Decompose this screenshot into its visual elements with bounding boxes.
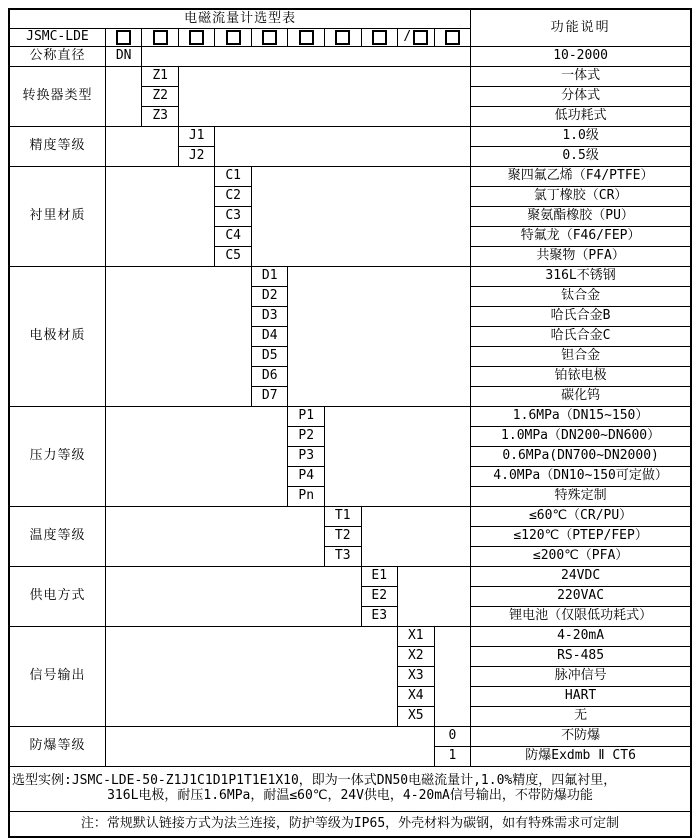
selection-example-line2: 316L电极，耐压1.6MPa，耐温≤60℃，24V供电，4-20mA信号输出，不带防爆功能 [107, 788, 593, 803]
code-cell: E2 [361, 587, 398, 607]
code-cell: T1 [324, 507, 361, 527]
desc-cell: 脉冲信号 [471, 667, 691, 687]
desc-cell: 4.0MPa（DN10~150可定做） [471, 467, 691, 487]
model-digit-cell [434, 29, 471, 47]
table-row [9, 127, 691, 147]
code-cell: E1 [361, 567, 398, 587]
desc-cell: 钛合金 [471, 287, 691, 307]
desc-cell: ≤60℃（CR/PU） [471, 507, 691, 527]
desc-cell: 分体式 [471, 87, 691, 107]
checkbox-icon [299, 30, 314, 45]
slash-separator: / [403, 28, 412, 44]
blank-cell [105, 127, 178, 167]
blank-cell [324, 407, 470, 507]
desc-cell: 1.0级 [471, 127, 691, 147]
code-cell: P4 [288, 467, 325, 487]
code-cell: C4 [215, 227, 252, 247]
table-row [9, 627, 691, 647]
desc-cell: 无 [471, 707, 691, 727]
code-cell: X1 [398, 627, 435, 647]
desc-cell: 一体式 [471, 67, 691, 87]
desc-cell: 氯丁橡胶（CR） [471, 187, 691, 207]
code-cell: Z1 [142, 67, 179, 87]
desc-cell: HART [471, 687, 691, 707]
group-label-nominal-diameter: 公称直径 [9, 47, 105, 67]
code-cell: X3 [398, 667, 435, 687]
model-digit-cell [361, 29, 398, 47]
blank-cell [105, 507, 324, 567]
checkbox-icon [335, 30, 350, 45]
code-cell: 1 [434, 747, 471, 767]
selection-example-line1: 选型实例:JSMC-LDE-50-Z1J1C1D1P1T1E1X10，即为一体式DN50电磁流量计,1.0%精度，四氟衬里， [12, 773, 617, 789]
checkbox-icon [445, 30, 460, 45]
desc-cell: 哈氏合金C [471, 327, 691, 347]
table-row [9, 67, 691, 87]
code-cell: P1 [288, 407, 325, 427]
checkbox-icon [262, 30, 277, 45]
desc-cell: 防爆Exdmb Ⅱ CT6 [471, 747, 691, 767]
blank-cell [178, 67, 470, 127]
checkbox-icon [189, 30, 204, 45]
blank-cell [105, 627, 397, 727]
desc-cell: 4-20mA [471, 627, 691, 647]
function-column-header: 功能说明 [471, 9, 691, 47]
model-digit-cell [178, 29, 215, 47]
blank-cell [105, 267, 251, 407]
group-label-converter-type: 转换器类型 [9, 67, 105, 127]
table-row [9, 167, 691, 187]
desc-cell: 聚四氟乙烯（F4/PTFE） [471, 167, 691, 187]
desc-cell: 0.6MPa(DN700~DN2000) [471, 447, 691, 467]
desc-cell: 特氟龙（F46/FEP） [471, 227, 691, 247]
code-cell: E3 [361, 607, 398, 627]
table-row [9, 567, 691, 587]
code-cell: D1 [251, 267, 288, 287]
footnote: 注：常规默认链接方式为法兰连接，防护等级为IP65，外壳材料为碳钢，如有特殊需求可定制 [9, 812, 691, 838]
table-row [9, 812, 691, 838]
code-cell: DN [105, 47, 142, 67]
blank-cell [434, 627, 471, 727]
code-cell: X5 [398, 707, 435, 727]
desc-cell: ≤120℃（PTEP/FEP） [471, 527, 691, 547]
blank-cell [361, 507, 471, 567]
code-cell: D7 [251, 387, 288, 407]
desc-cell: 1.0MPa（DN200~DN600） [471, 427, 691, 447]
code-cell: Z3 [142, 107, 179, 127]
code-cell: X4 [398, 687, 435, 707]
code-cell: P3 [288, 447, 325, 467]
desc-cell: 碳化钨 [471, 387, 691, 407]
group-label-liner-material: 衬里材质 [9, 167, 105, 267]
code-cell: 0 [434, 727, 471, 747]
blank-cell [105, 67, 142, 127]
code-cell: C5 [215, 247, 252, 267]
desc-cell: 特殊定制 [471, 487, 691, 507]
group-label-accuracy-class: 精度等级 [9, 127, 105, 167]
group-label-electrode-material: 电极材质 [9, 267, 105, 407]
desc-cell: 钽合金 [471, 347, 691, 367]
checkbox-icon [372, 30, 387, 45]
code-cell: D6 [251, 367, 288, 387]
checkbox-icon [413, 30, 428, 45]
code-cell: X2 [398, 647, 435, 667]
table-row [9, 767, 691, 812]
blank-cell [288, 267, 471, 407]
model-prefix: JSMC-LDE [9, 29, 105, 47]
desc-cell: 316L不锈钢 [471, 267, 691, 287]
code-cell: Z2 [142, 87, 179, 107]
code-cell: P2 [288, 427, 325, 447]
table-row [9, 507, 691, 527]
desc-cell: 1.6MPa（DN15~150） [471, 407, 691, 427]
code-cell: D3 [251, 307, 288, 327]
code-cell: T2 [324, 527, 361, 547]
group-label-pressure-rating: 压力等级 [9, 407, 105, 507]
table-row [9, 47, 691, 67]
desc-cell: 10-2000 [471, 47, 691, 67]
model-digit-cell [251, 29, 288, 47]
code-cell: D5 [251, 347, 288, 367]
group-label-temperature-rating: 温度等级 [9, 507, 105, 567]
desc-cell: 220VAC [471, 587, 691, 607]
code-cell: D4 [251, 327, 288, 347]
code-cell: C2 [215, 187, 252, 207]
blank-cell [105, 407, 288, 507]
desc-cell: 不防爆 [471, 727, 691, 747]
desc-cell: 24VDC [471, 567, 691, 587]
blank-cell [398, 567, 471, 627]
selection-example [9, 767, 691, 812]
desc-cell: 0.5级 [471, 147, 691, 167]
group-label-signal-output: 信号输出 [9, 627, 105, 727]
code-cell: T3 [324, 547, 361, 567]
code-cell: J1 [178, 127, 215, 147]
code-cell: C3 [215, 207, 252, 227]
table-row [9, 267, 691, 287]
table-row [9, 407, 691, 427]
selection-table [8, 8, 692, 838]
blank-cell [251, 167, 470, 267]
code-cell: J2 [178, 147, 215, 167]
desc-cell: 聚氨酯橡胶（PU） [471, 207, 691, 227]
table-row [9, 727, 691, 747]
code-cell: D2 [251, 287, 288, 307]
model-digit-cell [105, 29, 142, 47]
blank-cell [142, 47, 471, 67]
desc-cell: 铂铱电极 [471, 367, 691, 387]
desc-cell: 哈氏合金B [471, 307, 691, 327]
blank-cell [215, 127, 471, 167]
model-digit-cell [215, 29, 252, 47]
blank-cell [105, 727, 434, 767]
desc-cell: RS-485 [471, 647, 691, 667]
model-digit-cell [398, 29, 435, 47]
checkbox-icon [226, 30, 241, 45]
desc-cell: ≤200℃（PFA） [471, 547, 691, 567]
code-cell: Pn [288, 487, 325, 507]
blank-cell [105, 167, 215, 267]
desc-cell: 共聚物（PFA） [471, 247, 691, 267]
code-cell: C1 [215, 167, 252, 187]
checkbox-icon [116, 30, 131, 45]
model-digit-cell [142, 29, 179, 47]
checkbox-icon [153, 30, 168, 45]
model-digit-cell [324, 29, 361, 47]
group-label-power-supply: 供电方式 [9, 567, 105, 627]
group-label-explosion-proof-rating: 防爆等级 [9, 727, 105, 767]
desc-cell: 锂电池（仅限低功耗式） [471, 607, 691, 627]
table-row [9, 9, 691, 29]
table-title: 电磁流量计选型表 [9, 9, 471, 29]
blank-cell [105, 567, 361, 627]
model-digit-cell [288, 29, 325, 47]
desc-cell: 低功耗式 [471, 107, 691, 127]
